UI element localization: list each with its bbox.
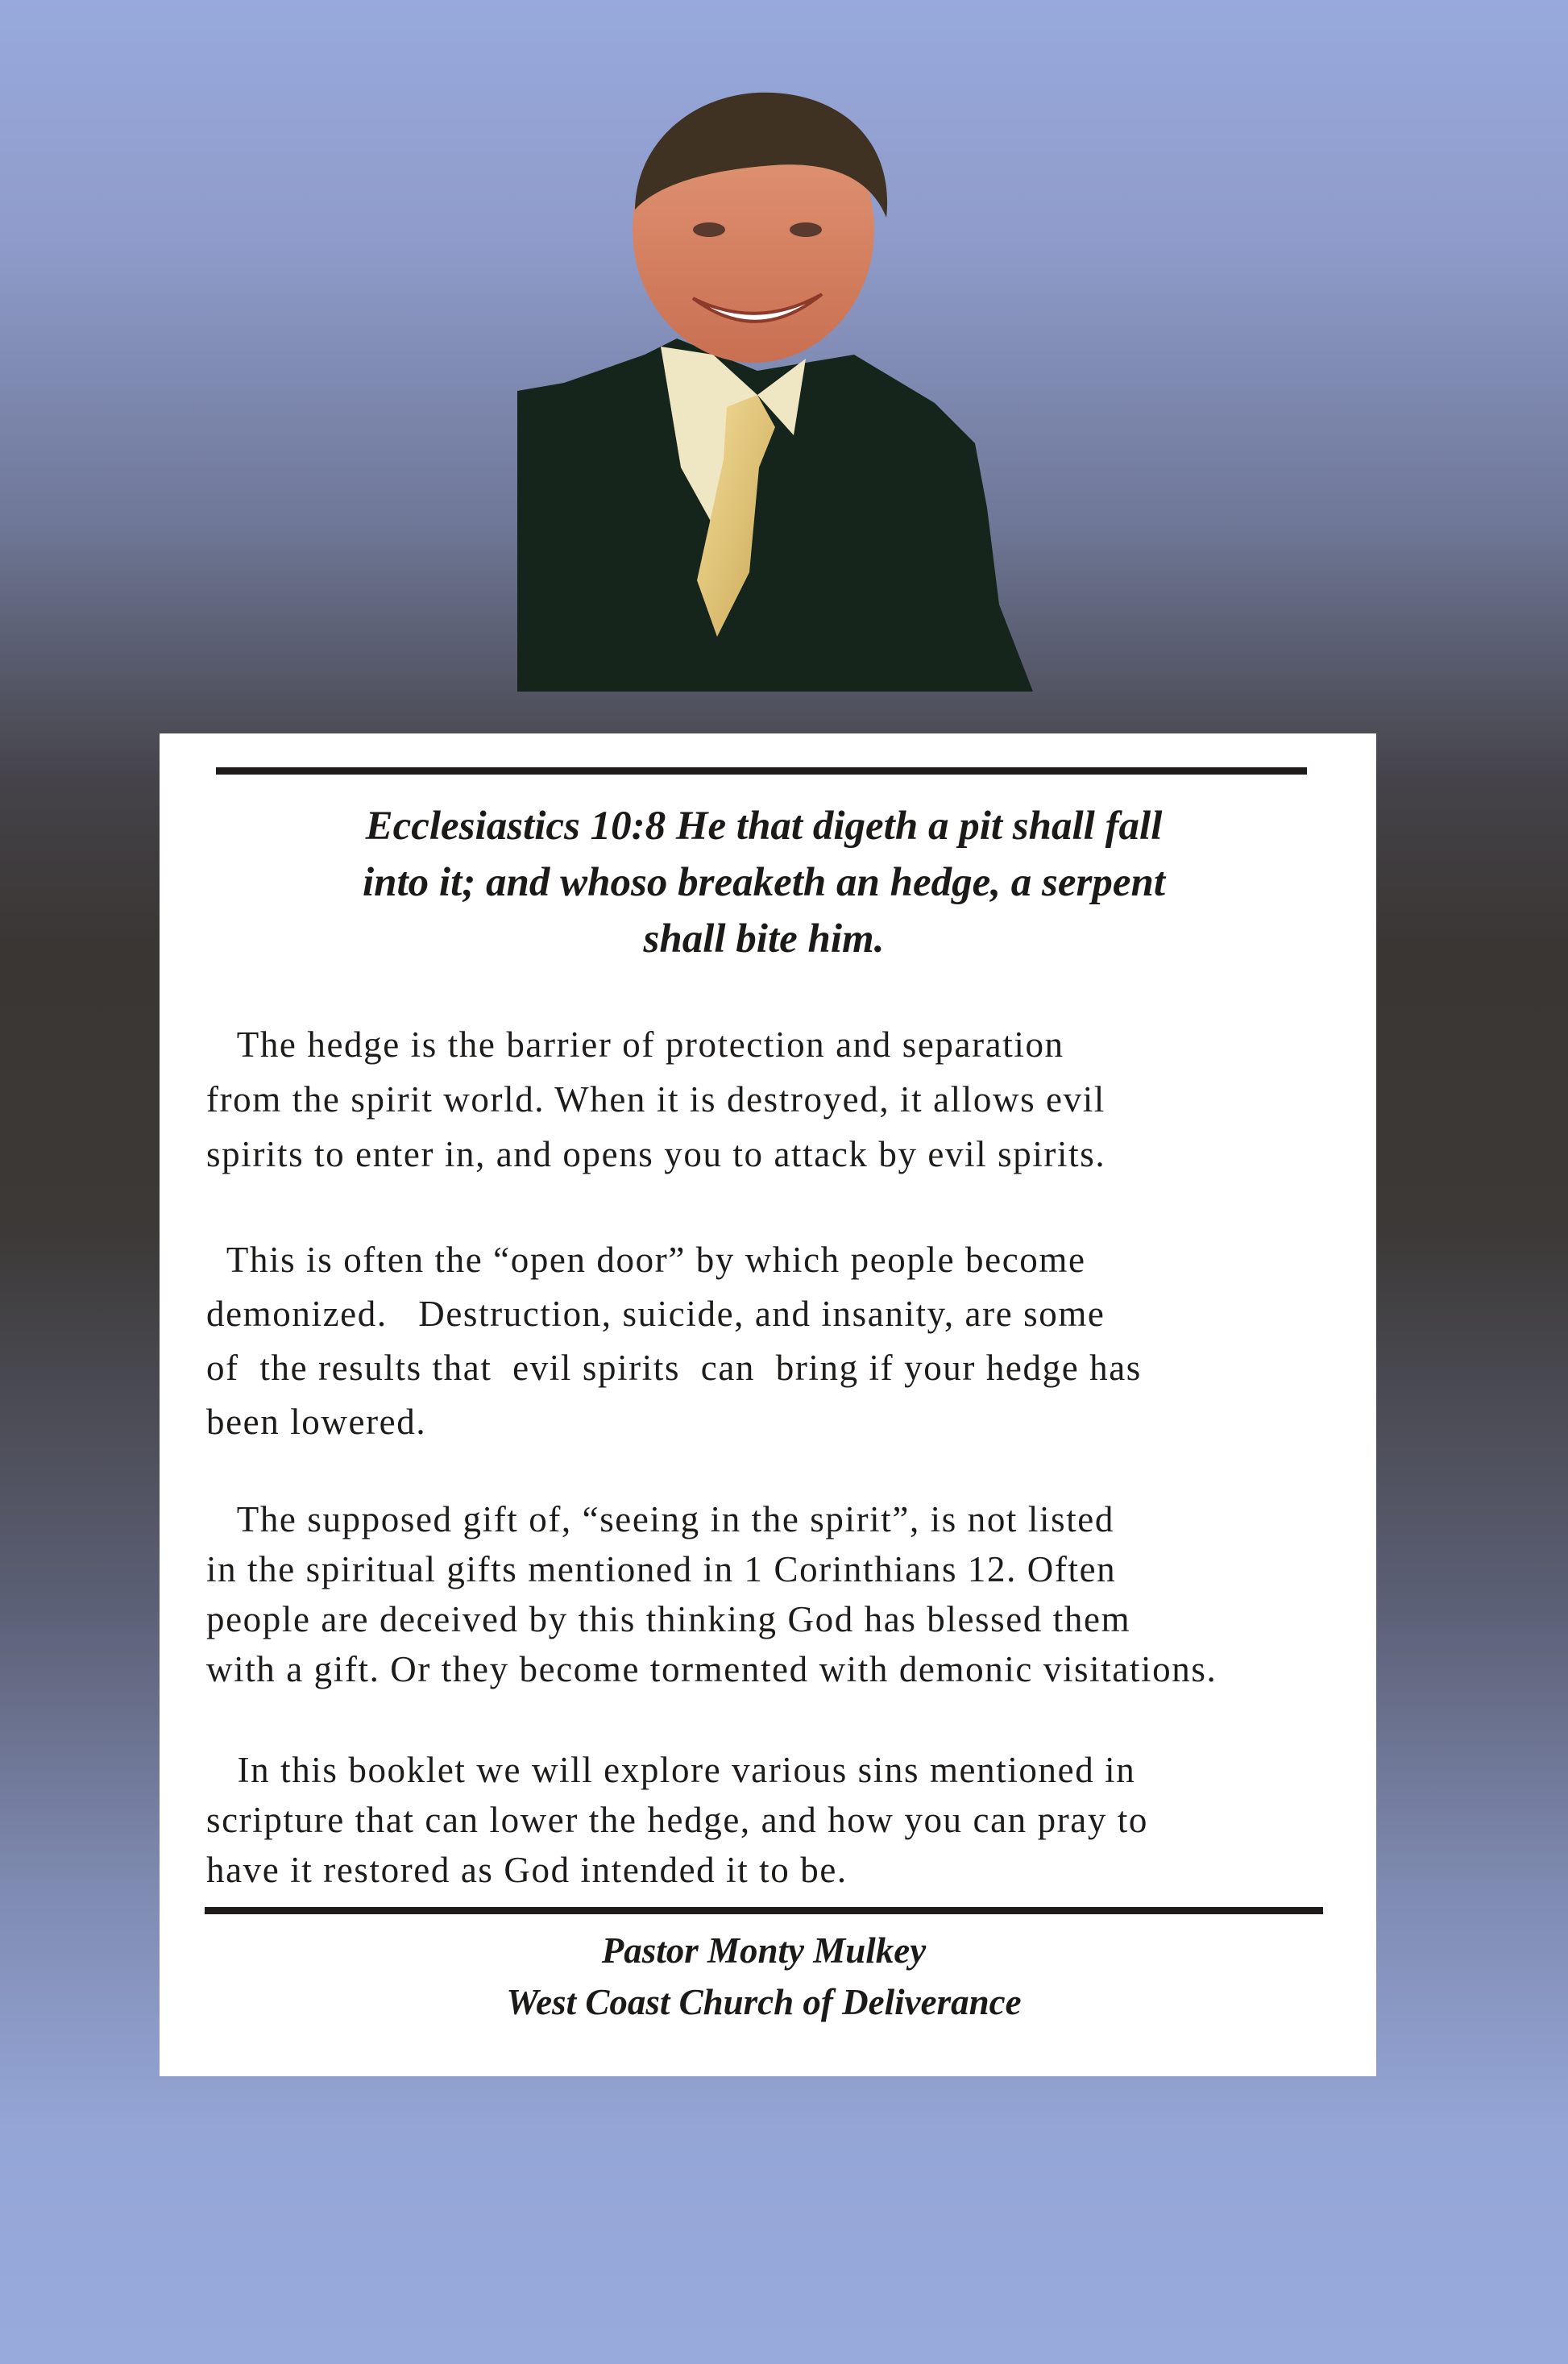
scripture-line: into it; and whoso breaketh an hedge, a serpent <box>362 860 1166 905</box>
scripture-line: shall bite him. <box>643 916 885 962</box>
scripture-quote <box>208 798 1320 967</box>
paragraph-line: of the results that evil spirits can bring if your hedge has <box>206 1348 1142 1388</box>
paragraph-line: The hedge is the barrier of protection and separation <box>206 1024 1064 1065</box>
paragraph-line: have it restored as God intended it to be. <box>206 1850 848 1890</box>
paragraph-line: scripture that can lower the hedge, and how you can pray to <box>206 1800 1149 1840</box>
paragraph-line: been lowered. <box>206 1402 427 1442</box>
paragraph-line: spirits to enter in, and opens you to attack by evil spirits. <box>206 1134 1106 1174</box>
top-divider <box>216 767 1307 775</box>
pastor-portrait <box>516 89 1035 693</box>
paragraph-booklet <box>206 1745 1350 1895</box>
paragraph-supposed-gift <box>206 1494 1350 1694</box>
paragraph-line: The supposed gift of, “seeing in the spirit”, is not listed <box>206 1499 1114 1539</box>
paragraph-open-door <box>206 1233 1350 1449</box>
signature-block <box>208 1925 1320 2028</box>
paragraph-line: people are deceived by this thinking God has blessed them <box>206 1599 1131 1639</box>
scripture-line: Ecclesiastics 10:8 He that digeth a pit shall fall <box>365 804 1163 849</box>
paragraph-line: This is often the “open door” by which people become <box>206 1240 1086 1280</box>
pastor-name: Pastor Monty Mulkey <box>601 1930 927 1971</box>
paragraph-line: with a gift. Or they become tormented with demonic visitations. <box>206 1649 1217 1689</box>
paragraph-line: from the spirit world. When it is destroyed, it allows evil <box>206 1079 1105 1120</box>
paragraph-line: in the spiritual gifts mentioned in 1 Corinthians 12. Often <box>206 1549 1117 1589</box>
paragraph-line: In this booklet we will explore various sins mentioned in <box>206 1750 1136 1790</box>
paragraph-hedge <box>206 1017 1350 1182</box>
paragraph-line: demonized. Destruction, suicide, and insanity, are some <box>206 1294 1105 1334</box>
bottom-divider <box>205 1907 1323 1914</box>
church-name: West Coast Church of Deliverance <box>506 1982 1022 2022</box>
text-panel <box>160 733 1376 2076</box>
